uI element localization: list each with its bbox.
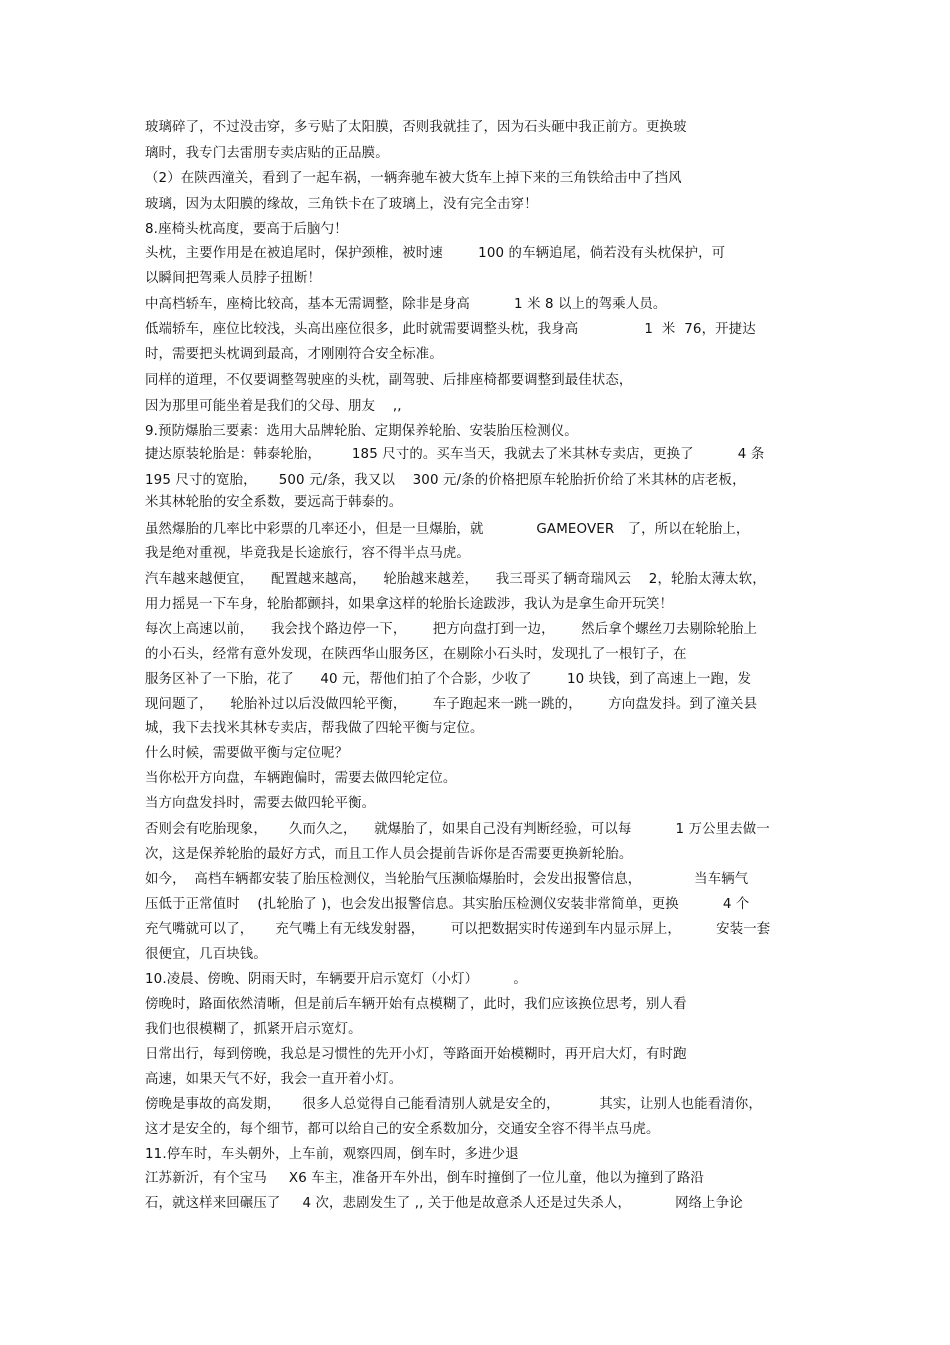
text-line: 捷达原装轮胎是：韩泰轮胎， 185 尺寸的。买车当天，我就去了米其林专卖店，更换了 4 条 [145, 447, 765, 462]
text-line: 次，这是保养轮胎的最好方式，而且工作人员会提前告诉你是否需要更换新轮胎。 [145, 847, 633, 862]
text-line: 当方向盘发抖时，需要去做四轮平衡。 [145, 796, 376, 811]
text-line: 米其林轮胎的安全系数，要远高于韩泰的。 [145, 495, 403, 510]
text-line: 石，就这样来回碾压了 4 次，悲剧发生了 ,, 关于他是故意杀人还是过失杀人， 网络上争论 [145, 1196, 743, 1211]
text-line: 压低于正常值时 (扎轮胎了 )，也会发出报警信息。其实胎压检测仪安装非常简单，更换 4 个 [145, 897, 750, 912]
section-heading: 11.停车时，车头朝外，上车前，观察四周，倒车时，多进少退 [145, 1147, 519, 1162]
text-line: 我们也很模糊了，抓紧开启示宽灯。 [145, 1022, 362, 1037]
text-line: 否则会有吃胎现象， 久而久之， 就爆胎了，如果自己没有判断经验，可以每 1 万公里去做一 [145, 822, 770, 837]
text-line: 江苏新沂，有个宝马 X6 车主，准备开车外出，倒车时撞倒了一位儿童，他以为撞到了路沿 [145, 1171, 704, 1186]
text-line: 低端轿车，座位比较浅，头高出座位很多，此时就需要调整头枕，我身高 1 米 76，开捷达 [145, 322, 756, 337]
text-line: 这才是安全的，每个细节，都可以给自己的安全系数加分，交通安全容不得半点马虎。 [145, 1122, 660, 1137]
text-line: 充气嘴就可以了， 充气嘴上有无线发射器， 可以把数据实时传递到车内显示屏上， 安装一套 [145, 922, 771, 937]
text-line: 服务区补了一下胎，花了 40 元，帮他们拍了个合影，少收了 10 块钱，到了高速上一跑，发 [145, 672, 752, 687]
text-line: 以瞬间把驾乘人员脖子扭断！ [145, 271, 322, 286]
text-line: 璃时，我专门去雷朋专卖店贴的正品膜。 [145, 146, 389, 161]
text-line: 城，我下去找米其林专卖店，帮我做了四轮平衡与定位。 [145, 721, 484, 736]
text-line: 很便宜，几百块钱。 [145, 947, 267, 962]
text-line: 因为那里可能坐着是我们的父母、朋友 ,, [145, 399, 402, 414]
text-line: 每次上高速以前， 我会找个路边停一下， 把方向盘打到一边， 然后拿个螺丝刀去剔除轮胎上 [145, 622, 758, 637]
text-line: 虽然爆胎的几率比中彩票的几率还小，但是一旦爆胎，就 GAMEOVER 了，所以在轮胎上， [145, 522, 750, 537]
text-line: 的小石头，经常有意外发现，在陕西华山服务区，在剔除小石头时，发现扎了一根钉子，在 [145, 647, 687, 662]
text-line: 用力摇晃一下车身，轮胎都颤抖，如果拿这样的轮胎长途跋涉，我认为是拿生命开玩笑！ [145, 597, 674, 612]
text-line: 头枕，主要作用是在被追尾时，保护颈椎，被时速 100 的车辆追尾，倘若没有头枕保护，可 [145, 246, 726, 261]
text-line: 如今， 高档车辆都安装了胎压检测仪，当轮胎气压濒临爆胎时，会发出报警信息， 当车辆气 [145, 872, 749, 887]
text-line: 中高档轿车，座椅比较高，基本无需调整，除非是身高 1 米 8 以上的驾乘人员。 [145, 297, 667, 312]
text-line: 同样的道理，不仅要调整驾驶座的头枕，副驾驶、后排座椅都要调整到最佳状态， [145, 373, 633, 388]
text-line: 195 尺寸的宽胎， 500 元/条，我又以 300 元/条的价格把原车轮胎折价给了米其林的店老板， [145, 473, 746, 488]
section-heading: 8.座椅头枕高度，要高于后脑勺！ [145, 222, 348, 237]
text-line: 什么时候，需要做平衡与定位呢？ [145, 746, 349, 761]
text-line: 现问题了， 轮胎补过以后没做四轮平衡， 车子跑起来一跳一跳的， 方向盘发抖。到了潼关县 [145, 697, 758, 712]
text-line: 玻璃碎了，不过没击穿，多亏贴了太阳膜，否则我就挂了，因为石头砸中我正前方。更换玻 [145, 120, 687, 135]
text-line: 玻璃，因为太阳膜的缘故，三角铁卡在了玻璃上，没有完全击穿！ [145, 197, 538, 212]
text-line: 时，需要把头枕调到最高，才刚刚符合安全标准。 [145, 347, 443, 362]
text-line: （2）在陕西潼关，看到了一起车祸，一辆奔驰车被大货车上掉下来的三角铁给击中了挡风 [145, 171, 682, 186]
section-heading: 9.预防爆胎三要素：选用大品牌轮胎、定期保养轮胎、安装胎压检测仪。 [145, 424, 578, 439]
text-line: 傍晚是事故的高发期， 很多人总觉得自己能看清别人就是安全的， 其实，让别人也能看清你， [145, 1097, 762, 1112]
text-line: 高速，如果天气不好，我会一直开着小灯。 [145, 1072, 403, 1087]
text-line: 我是绝对重视，毕竟我是长途旅行，容不得半点马虎。 [145, 546, 470, 561]
text-line: 日常出行，每到傍晚，我总是习惯性的先开小灯，等路面开始模糊时，再开启大灯，有时跑 [145, 1047, 687, 1062]
text-line: 傍晚时，路面依然清晰，但是前后车辆开始有点模糊了，此时，我们应该换位思考，别人看 [145, 997, 687, 1012]
text-line: 当你松开方向盘，车辆跑偏时，需要去做四轮定位。 [145, 771, 457, 786]
text-line: 汽车越来越便宜， 配置越来越高， 轮胎越来越差， 我三哥买了辆奇瑞风云 2，轮胎太薄太软， [145, 572, 766, 587]
section-heading: 10.凌晨、傍晚、阴雨天时，车辆要开启示宽灯（小灯） 。 [145, 972, 527, 987]
